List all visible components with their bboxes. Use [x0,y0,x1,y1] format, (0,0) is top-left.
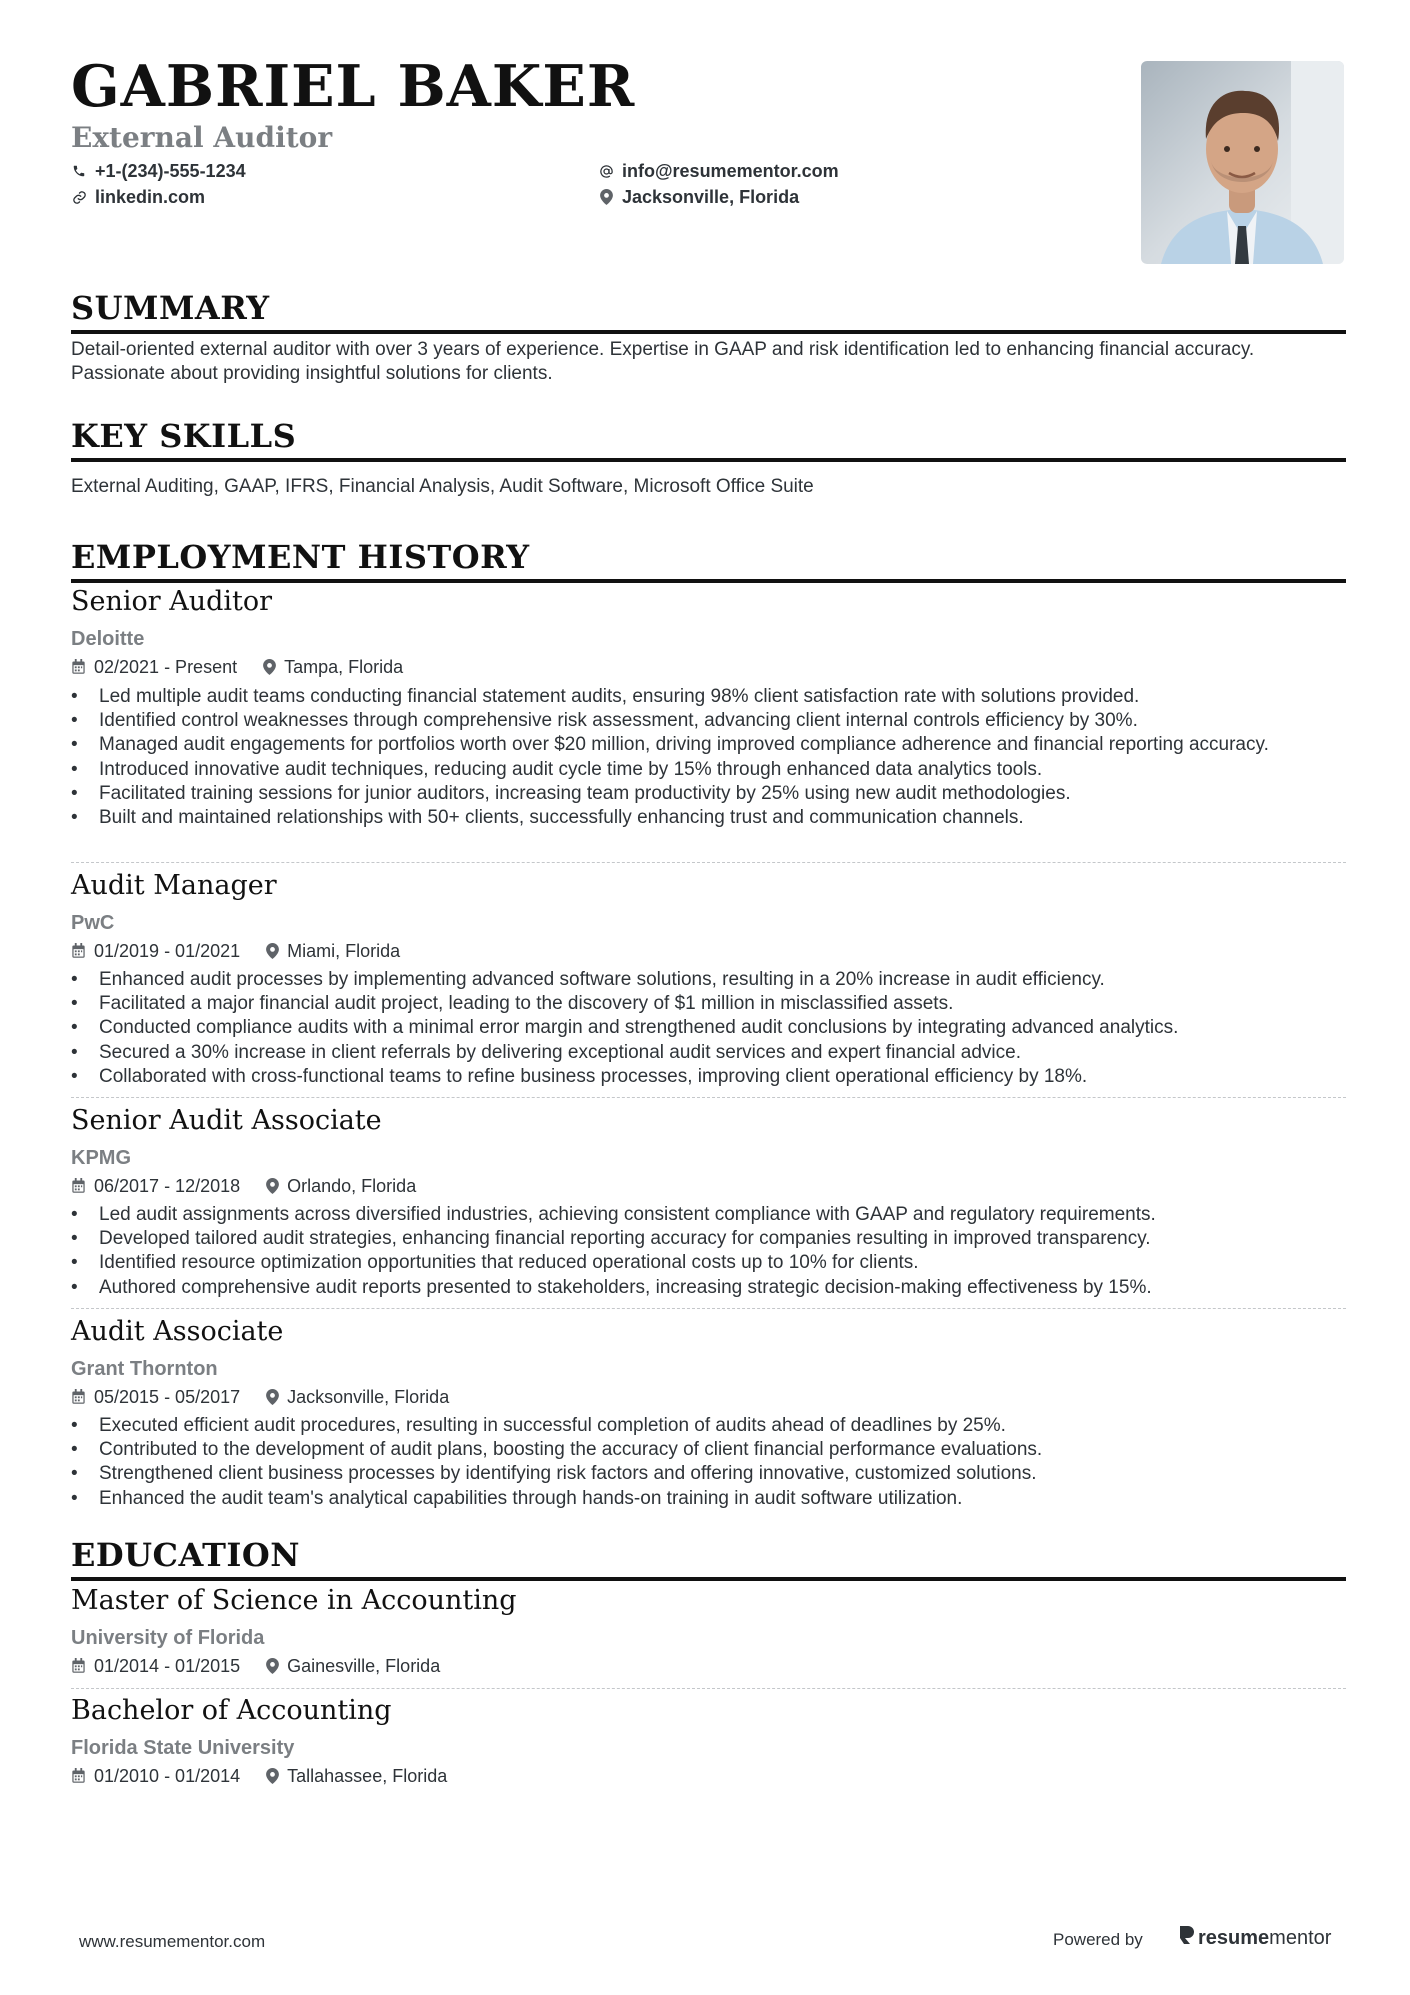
bullet-item: • Developed tailored audit strategies, enhancing financial reporting accuracy for companies resulting in improved transparency. [71,1227,1346,1251]
candidate-name: GABRIEL BAKER [71,53,636,120]
education-heading: EDUCATION [71,1539,1346,1581]
bullet-item: • Enhanced the audit team's analytical capabilities through hands-on training in audit software utilization. [71,1487,1346,1511]
bullet-item: • Executed efficient audit procedures, resulting in successful completion of audits ahead of deadlines by 25%. [71,1414,1346,1438]
job-meta [71,1177,442,1195]
location-icon [266,1768,279,1784]
bullet-item: • Strengthened client business processes by identifying risk factors and offering innovative, customized solutions. [71,1462,1346,1486]
email-text[interactable]: info@resumementor.com [622,161,839,181]
bullet-item: • Conducted compliance audits with a minimal error margin and strengthened audit conclusions by integrating advanced analytics. [71,1016,1346,1040]
job-company: Deloitte [71,628,145,650]
job-dates: 02/2021 - Present [94,657,238,677]
bullet-item: • Managed audit engagements for portfolios worth over $20 million, driving improved compliance adherence and financial reporting accuracy. [71,733,1346,757]
bullet-item: • Built and maintained relationships with 50+ clients, successfully enhancing trust and communication channels. [71,806,1346,830]
link-icon [71,189,87,205]
job-location: Miami, Florida [287,941,401,961]
edu-school: Florida State University [71,1737,295,1759]
bullet-item: • Identified control weaknesses through comprehensive risk assessment, advancing client internal controls efficiency by 30%. [71,709,1346,733]
edu-location: Tallahassee, Florida [287,1766,448,1786]
profile-photo [1141,61,1344,264]
location-icon [598,189,614,205]
edu-degree: Bachelor of Accounting [71,1695,392,1726]
email-icon [598,163,614,179]
location-icon [266,1658,279,1674]
bullet-item: • Authored comprehensive audit reports presented to stakeholders, increasing strategic decision-making effectiveness by 15%. [71,1276,1346,1300]
location-text: Jacksonville, Florida [622,187,800,207]
edu-location: Gainesville, Florida [287,1656,441,1676]
bullet-item: • Enhanced audit processes by implementing advanced software solutions, resulting in a 20% increase in audit efficiency. [71,968,1346,992]
employment-heading: EMPLOYMENT HISTORY [71,541,1346,583]
skills-text: External Auditing, GAAP, IFRS, Financial Analysis, Audit Software, Microsoft Office Suite [71,476,814,497]
job-bullets [71,1414,1346,1511]
contact-email [598,162,839,180]
bullet-item: • Led audit assignments across diversified industries, achieving consistent compliance with GAAP and regulatory requirements. [71,1203,1346,1227]
summary-heading: SUMMARY [71,292,1346,334]
edu-meta [71,1657,466,1675]
calendar-icon [71,1768,86,1784]
footer-url[interactable]: www.resumementor.com [79,1932,266,1951]
bullet-item: • Led multiple audit teams conducting financial statement audits, ensuring 98% client satisfaction rate with solutions provided. [71,685,1346,709]
job-dates: 01/2019 - 01/2021 [94,941,241,961]
job-bullets [71,685,1346,830]
job-role: Senior Audit Associate [71,1105,382,1136]
job-role: Senior Auditor [71,586,273,617]
job-meta [71,942,426,960]
bullet-item: • Contributed to the development of audit plans, boosting the accuracy of client financial performance evaluations. [71,1438,1346,1462]
job-dates: 05/2015 - 05/2017 [94,1387,241,1407]
edu-school: University of Florida [71,1627,265,1649]
bullet-item: • Facilitated a major financial audit project, leading to the discovery of $1 million in misclassified assets. [71,992,1346,1016]
candidate-title: External Auditor [71,121,333,154]
bullet-item: • Facilitated training sessions for junior auditors, increasing team productivity by 25% using new audit methodologies. [71,782,1346,806]
phone-icon [71,163,87,179]
calendar-icon [71,1389,86,1405]
job-location: Jacksonville, Florida [287,1387,450,1407]
bullet-item: • Collaborated with cross-functional teams to refine business processes, improving client operational efficiency by 18%. [71,1065,1346,1089]
contact-location [598,188,799,206]
job-dates: 06/2017 - 12/2018 [94,1176,241,1196]
bullet-item: • Secured a 30% increase in client referrals by delivering exceptional audit services and expert financial advice. [71,1041,1346,1065]
edu-degree: Master of Science in Accounting [71,1585,517,1616]
job-role: Audit Manager [71,870,277,901]
powered-by-label: Powered by [1053,1930,1143,1949]
entry-divider [71,1688,1346,1689]
location-icon [266,1178,279,1194]
calendar-icon [71,943,86,959]
job-meta [71,1388,475,1406]
skills-heading: KEY SKILLS [71,420,1346,462]
location-icon [263,659,276,675]
job-bullets [71,968,1346,1089]
job-location: Orlando, Florida [287,1176,417,1196]
brand-bold: resume [1198,1926,1270,1949]
calendar-icon [71,1178,86,1194]
edu-meta [71,1767,473,1785]
calendar-icon [71,659,86,675]
job-company: PwC [71,912,115,934]
job-role: Audit Associate [71,1316,284,1347]
linkedin-text[interactable]: linkedin.com [95,187,206,207]
job-company: Grant Thornton [71,1358,218,1380]
job-company: KPMG [71,1147,131,1169]
brand-logo[interactable] [1178,1926,1331,1950]
job-location: Tampa, Florida [284,657,404,677]
bullet-item: • Identified resource optimization opportunities that reduced operational costs up to 10% for clients. [71,1251,1346,1275]
contact-phone [71,162,246,180]
bullet-item: • Introduced innovative audit techniques, reducing audit cycle time by 15% through enhanced data analytics tools. [71,758,1346,782]
contact-linkedin [71,188,205,206]
brand-logo-icon [1178,1926,1194,1950]
edu-dates: 01/2014 - 01/2015 [94,1656,241,1676]
location-icon [266,1389,279,1405]
job-bullets [71,1203,1346,1300]
calendar-icon [71,1658,86,1674]
job-meta [71,658,429,676]
entry-divider [71,1097,1346,1098]
brand-rest: mentor [1269,1926,1332,1949]
location-icon [266,943,279,959]
phone-text[interactable]: +1-(234)-555-1234 [95,161,246,181]
summary-text: Detail-oriented external auditor with over 3 years of experience. Expertise in GAAP and risk identification led to enhancing financial accuracy. Passionate about providing insightful solutions for clients. [71,339,1255,384]
edu-dates: 01/2010 - 01/2014 [94,1766,241,1786]
entry-divider [71,862,1346,863]
entry-divider [71,1308,1346,1309]
